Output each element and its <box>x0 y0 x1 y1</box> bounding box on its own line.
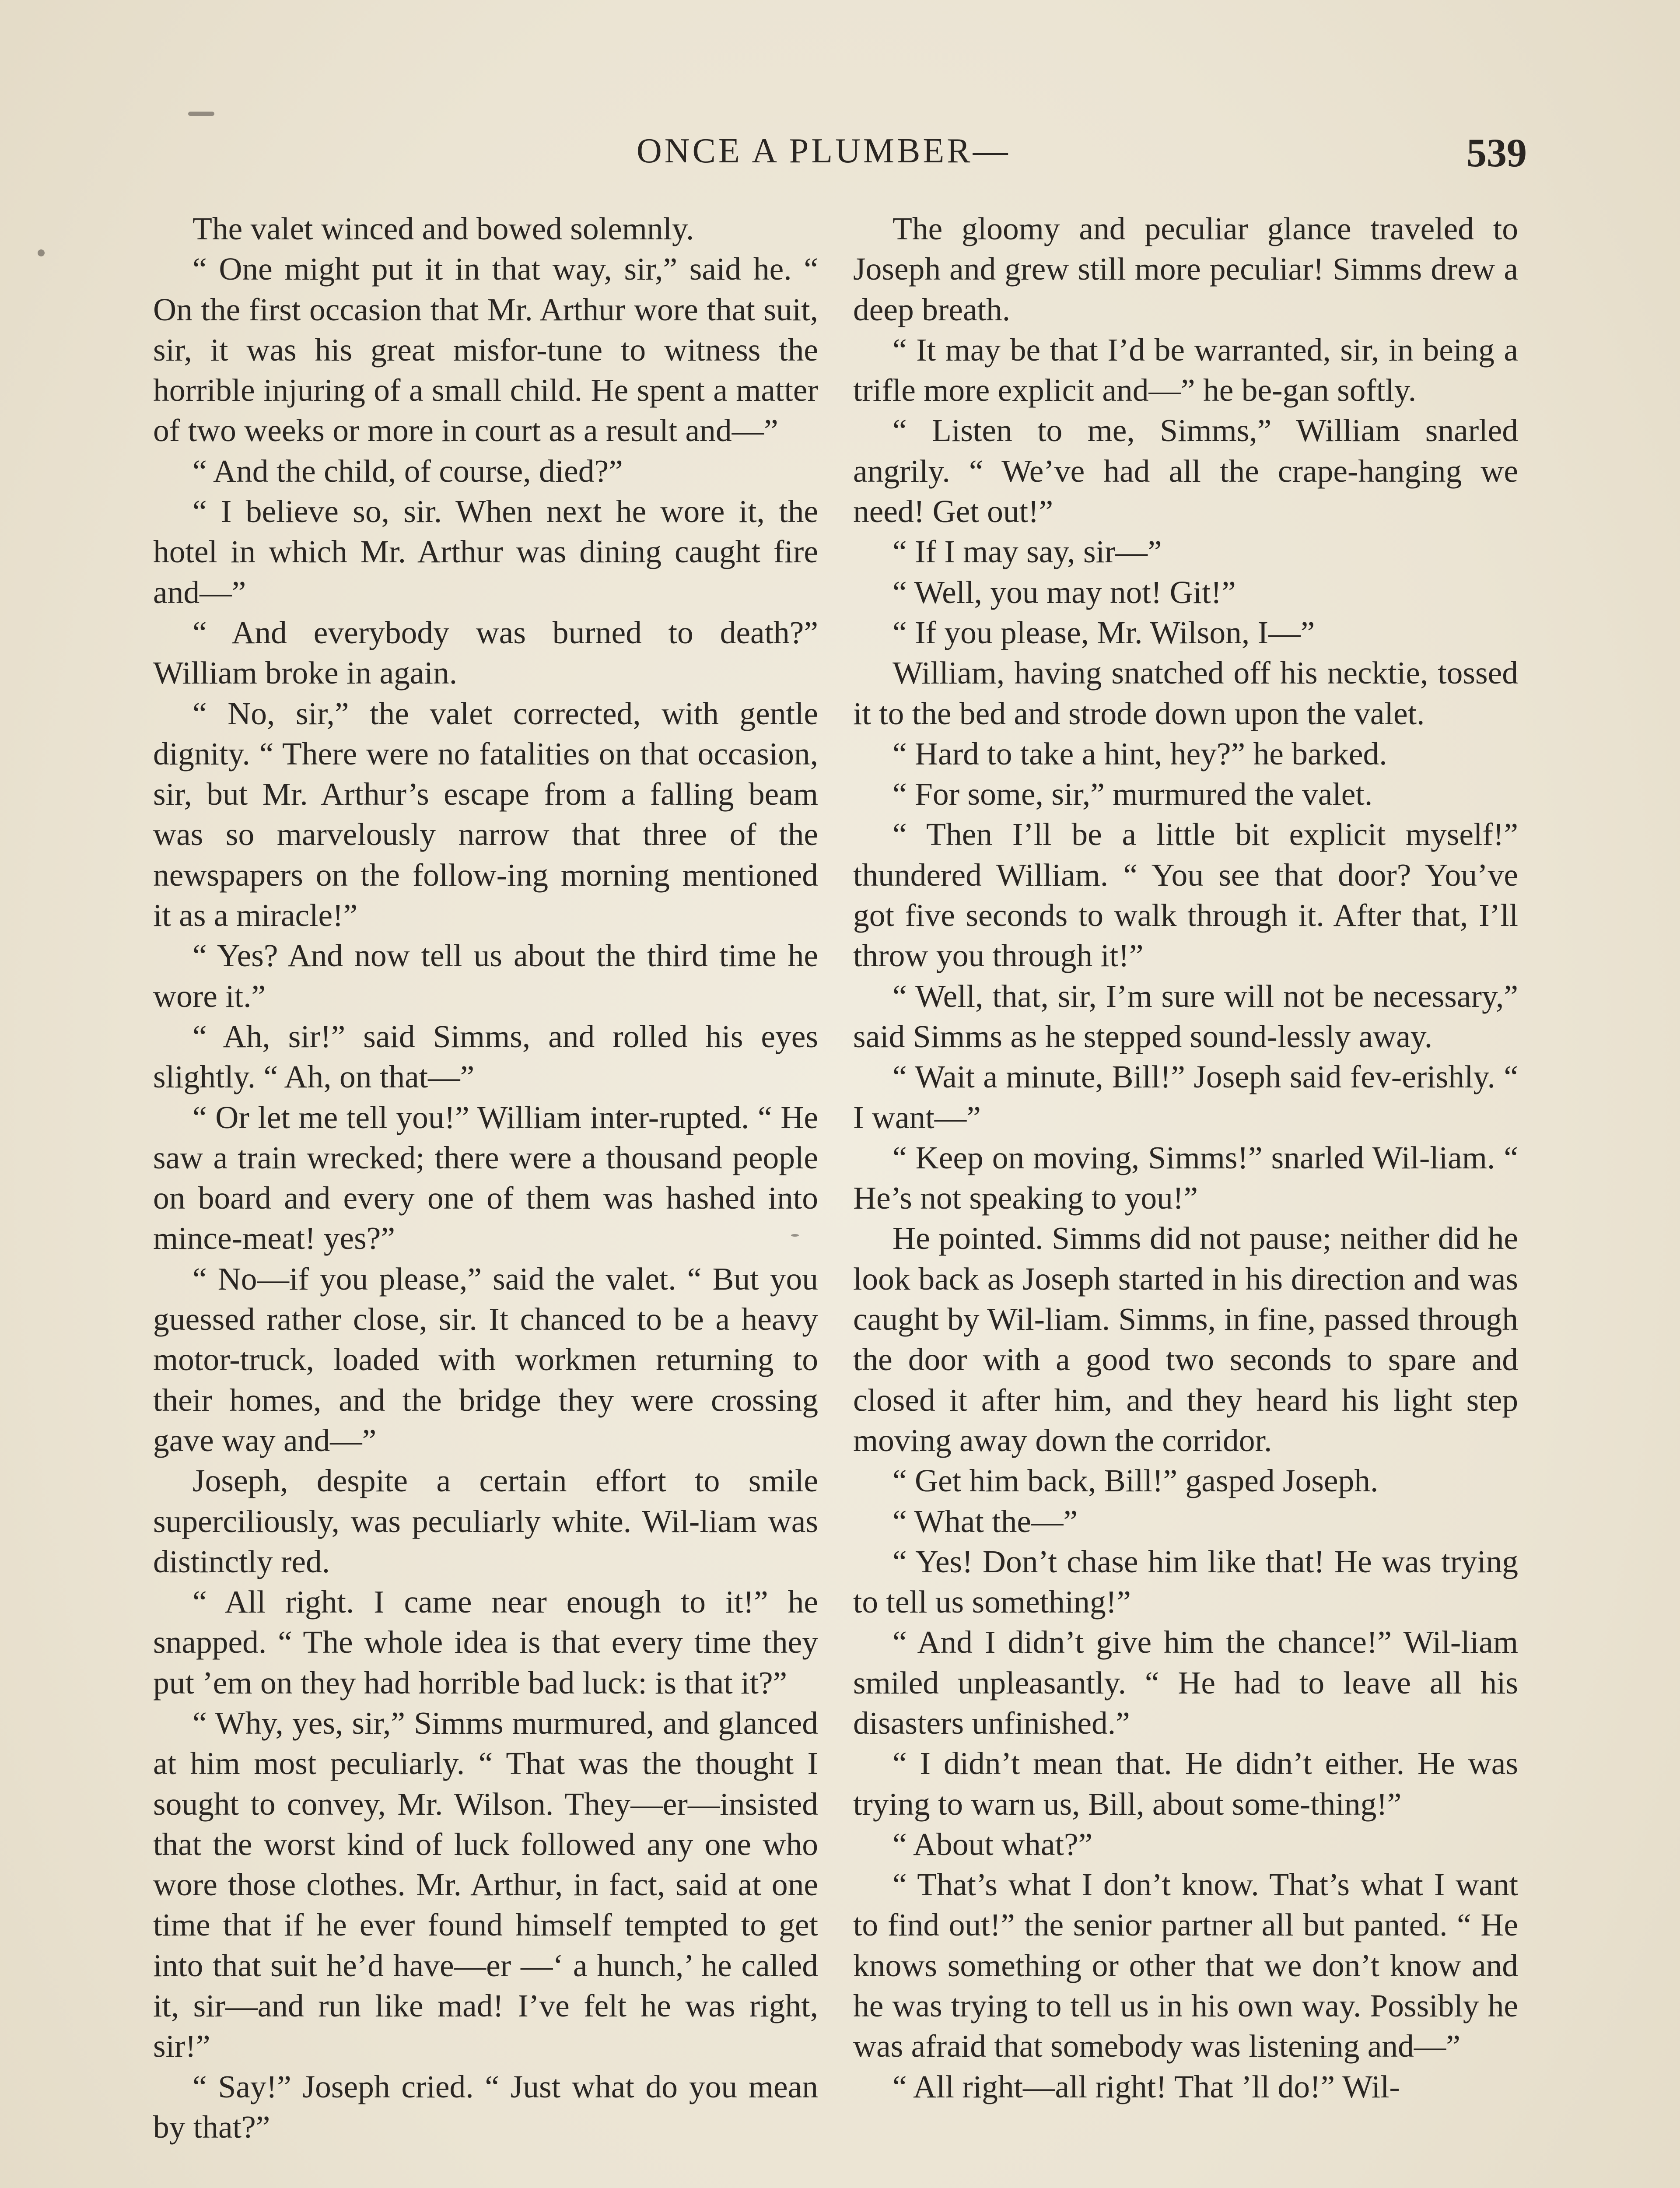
page-header <box>149 131 1527 184</box>
paragraph: “ If I may say, sir—” <box>892 534 1162 570</box>
paragraph: “ Listen to me, Simms,” William snarled angrily. “ We’ve had all the crape-hanging we need! Get out!” <box>853 413 1518 529</box>
paragraph: “ And I didn’t give him the chance!” Wil-liam smiled unpleasantly. “ He had to leave all his disasters unfinished.” <box>853 1624 1518 1741</box>
paragraph: “ Keep on moving, Simms!” snarled Wil-liam. “ He’s not speaking to you!” <box>853 1140 1518 1216</box>
paragraph: “ Say!” Joseph cried. “ Just what do you mean by that?” <box>153 2069 818 2145</box>
paragraph: The valet winced and bowed solemnly. <box>192 211 694 246</box>
paragraph: “ Get him back, Bill!” gasped Joseph. <box>892 1463 1379 1499</box>
paragraph: “ It may be that I’d be warranted, sir, in being a trifle more explicit and—” he be-gan softly. <box>853 332 1518 408</box>
paragraph: “ Well, you may not! Git!” <box>892 574 1236 610</box>
running-title: ONCE A PLUMBER— <box>637 132 1011 170</box>
paragraph: “ What the—” <box>892 1503 1078 1539</box>
paragraph: “ For some, sir,” murmured the valet. <box>892 776 1373 812</box>
paragraph: “ No, sir,” the valet corrected, with gentle dignity. “ There were no fatalities on that occasion, sir, but Mr. Arthur’s escape from a falling beam was so marvelously narrow that three of the newspapers on the follow-ing morning mentioned it as a miracle!” <box>153 695 818 933</box>
paragraph: “ Yes? And now tell us about the third time he wore it.” <box>153 938 818 1014</box>
paragraph: “ All right. I came near enough to it!” he snapped. “ The whole idea is that every time they put ’em on they had horrible bad luck: is that it?” <box>153 1584 818 1701</box>
paragraph: “ About what?” <box>892 1826 1093 1862</box>
paragraph: “ All right—all right! That ’ll do!” Wil- <box>892 2069 1400 2104</box>
paragraph: Joseph, despite a certain effort to smile superciliously, was peculiarly white. Wil-liam was distinctly red. <box>153 1463 818 1579</box>
ink-speck <box>188 112 214 116</box>
paragraph: “ No—if you please,” said the valet. “ But you guessed rather close, sir. It chanced to be a heavy motor-truck, loaded with workmen returning to their homes, and the bridge they were crossing gave way and—” <box>153 1261 818 1458</box>
right-column <box>853 209 1518 2107</box>
paragraph: “ That’s what I don’t know. That’s what I want to find out!” the senior partner all but panted. “ He knows something or other that we don’t know and he was trying to tell us in his own way. Possibly he was afraid that somebody was listening and—” <box>853 1867 1518 2064</box>
paragraph: “ Ah, sir!” said Simms, and rolled his eyes slightly. “ Ah, on that—” <box>153 1018 818 1095</box>
paragraph: “ I believe so, sir. When next he wore it, the hotel in which Mr. Arthur was dining caught fire and—” <box>153 494 818 610</box>
paragraph: The gloomy and peculiar glance traveled to Joseph and grew still more peculiar! Simms drew a deep breath. <box>853 211 1518 327</box>
paragraph: “ Yes! Don’t chase him like that! He was trying to tell us something!” <box>853 1543 1518 1620</box>
paragraph: “ If you please, Mr. Wilson, I—” <box>892 614 1315 650</box>
paragraph: William, having snatched off his necktie, tossed it to the bed and strode down upon the valet. <box>853 655 1518 731</box>
paragraph: “ Or let me tell you!” William inter-rupted. “ He saw a train wrecked; there were a thousand people on board and every one of them was hashed into mince-meat! yes?” <box>153 1099 818 1256</box>
paragraph: He pointed. Simms did not pause; neither did he look back as Joseph started in his direction and was caught by Wil-liam. Simms, in fine, passed through the door with a good two seconds to spare and closed it after him, and they heard his light step moving away down the corridor. <box>853 1220 1518 1458</box>
ink-speck <box>38 249 45 256</box>
paragraph: “ Wait a minute, Bill!” Joseph said fev-erishly. “ I want—” <box>853 1059 1518 1135</box>
paragraph: “ One might put it in that way, sir,” said he. “ On the first occasion that Mr. Arthur wore that suit, sir, it was his great misfor-tune to witness the horrible injuring of a small child. He spent a matter of two weeks or more in court as a result and—” <box>153 251 818 449</box>
paragraph: “ Then I’ll be a little bit explicit myself!” thundered William. “ You see that door? You’ve got five seconds to walk through it. After that, I’ll throw you through it!” <box>853 817 1518 974</box>
paragraph: “ And everybody was burned to death?” William broke in again. <box>153 614 818 691</box>
paragraph: “ And the child, of course, died?” <box>192 453 623 489</box>
left-column <box>153 209 818 2147</box>
paragraph: “ I didn’t mean that. He didn’t either. He was trying to warn us, Bill, about some-thing!” <box>853 1746 1518 1822</box>
paragraph: “ Well, that, sir, I’m sure will not be necessary,” said Simms as he stepped sound-lessly away. <box>853 978 1518 1054</box>
page-number: 539 <box>1466 130 1527 175</box>
paragraph: “ Why, yes, sir,” Simms murmured, and glanced at him most peculiarly. “ That was the thought I sought to convey, Mr. Wilson. They—er—insisted that the worst kind of luck followed any one who wore those clothes. Mr. Arthur, in fact, said at one time that if he ever found himself tempted to get into that suit he’d have—er —‘ a hunch,’ he called it, sir—and run like mad! I’ve felt he was right, sir!” <box>153 1705 818 2064</box>
paragraph: “ Hard to take a hint, hey?” he barked. <box>892 736 1387 771</box>
